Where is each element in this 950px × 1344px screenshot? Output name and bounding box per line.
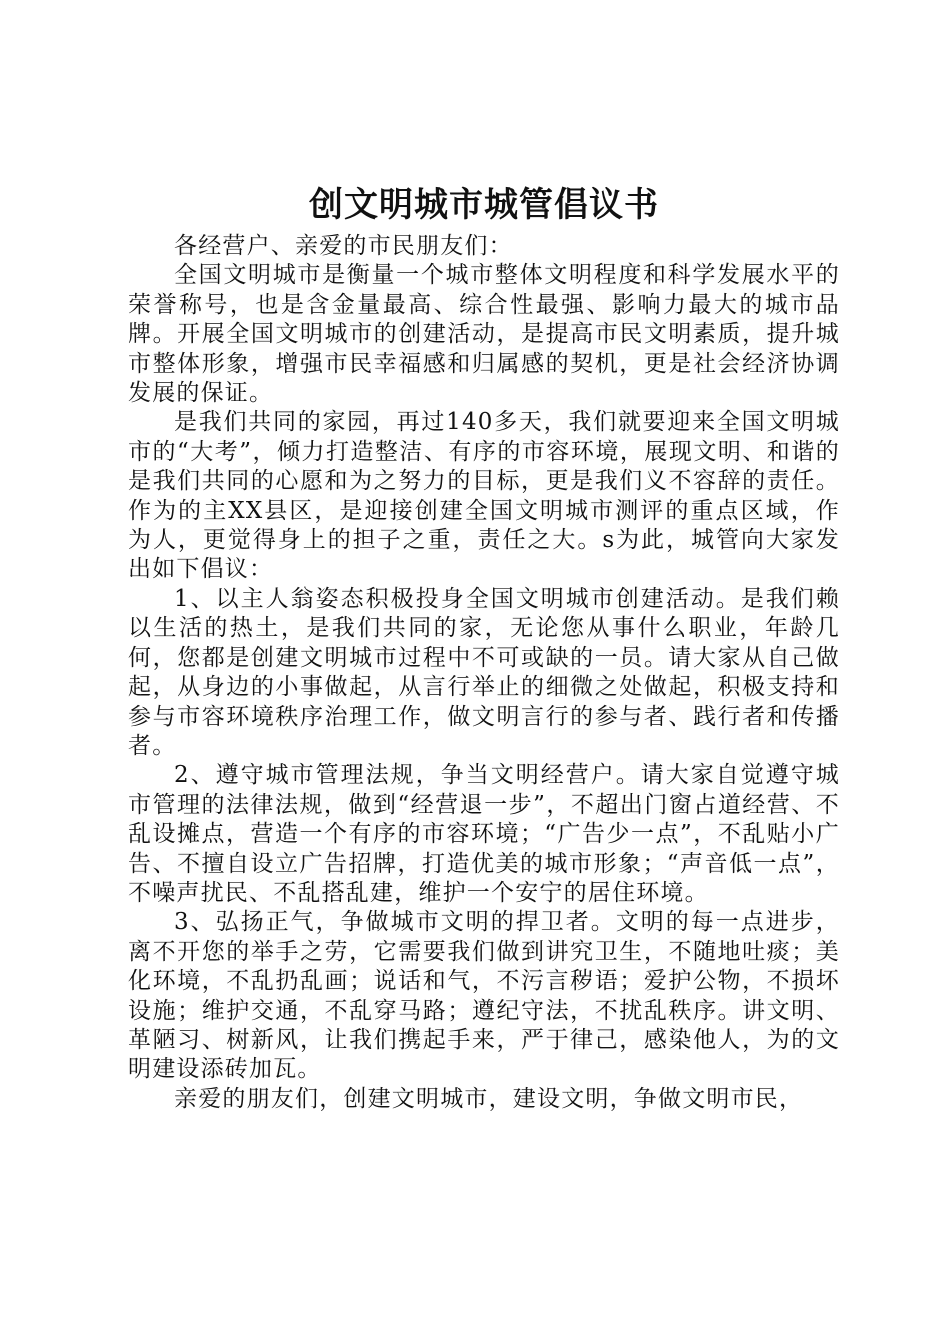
paragraph: 亲爱的朋友们，创建文明城市，建设文明，争做文明市民， (174, 1085, 804, 1112)
paragraph: 2、遵守城市管理法规，争当文明经营户。请大家自觉遵守城市管理的法律法规，做到“经营退一步”，不超出门窗占道经营、不乱设摊点，营造一个有序的市容环境；“广告少一点”，不乱贴小广告、不擅自设立广告招牌，打造优美的城市形象；“声音低一点”，不噪声扰民、不乱搭乱建，维护一个安宁的居住环境。 (128, 762, 840, 906)
paragraph: 1、以主人翁姿态积极投身全国文明城市创建活动。是我们赖以生活的热土，是我们共同的家，无论您从事什么职业，年龄几何，您都是创建文明城市过程中不可或缺的一员。请大家从自己做起，从身边的小事做起，从言行举止的细微之处做起，积极支持和参与市容环境秩序治理工作，做文明言行的参与者、践行者和传播者。 (128, 585, 840, 759)
paragraph: 是我们共同的家园，再过140多天，我们就要迎来全国文明城市的“大考”，倾力打造整洁、有序的市容环境，展现文明、和谐的是我们共同的心愿和为之努力的目标，更是我们义不容辞的责任。作为的主XX县区，是迎接创建全国文明城市测评的重点区域，作为人，更觉得身上的担子之重，责任之大。s为此，城管向大家发出如下倡议： (128, 409, 840, 583)
document-page (128, 182, 840, 1114)
document-body (128, 232, 840, 1114)
greeting-line: 各经营户、亲爱的市民朋友们： (174, 233, 513, 259)
paragraph: 全国文明城市是衡量一个城市整体文明程度和科学发展水平的荣誉称号，也是含金量最高、综合性最强、影响力最大的城市品牌。开展全国文明城市的创建活动，是提高市民文明素质，提升城市整体形象，增强市民幸福感和归属感的契机，更是社会经济协调发展的保证。 (128, 262, 840, 407)
document-title: 创文明城市城管倡议书 (309, 185, 659, 225)
paragraph: 3、弘扬正气，争做城市文明的捍卫者。文明的每一点进步，离不开您的举手之劳，它需要我们做到讲究卫生，不随地吐痰；美化环境，不乱扔乱画；说话和气，不污言秽语；爱护公物，不损坏设施；维护交通，不乱穿马路；遵纪守法，不扰乱秩序。讲文明、革陋习、树新风，让我们携起手来，严于律己，感染他人，为的文明建设添砖加瓦。 (128, 909, 840, 1083)
